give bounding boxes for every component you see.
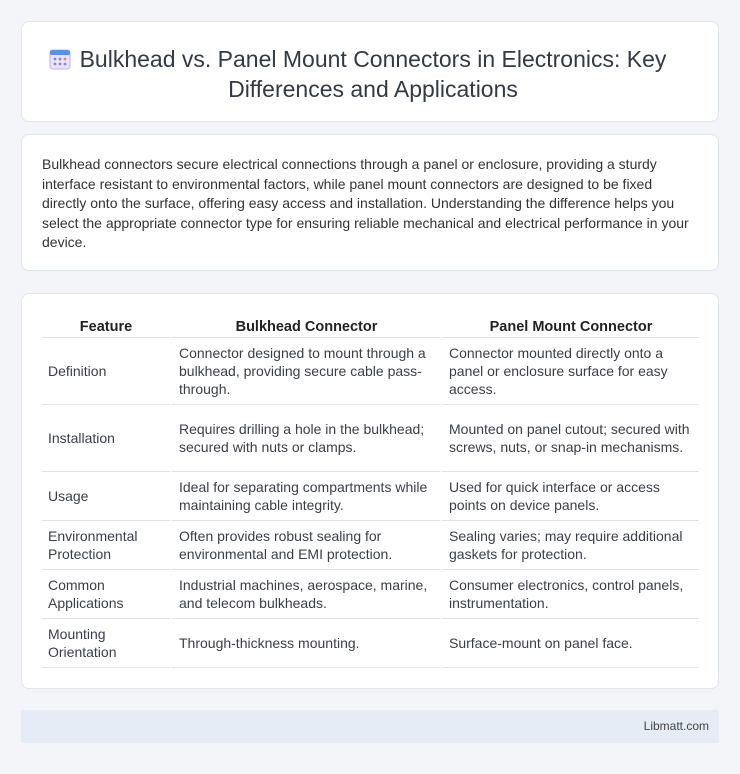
footer-bar (21, 710, 719, 743)
bulkhead-cell: Requires drilling a hole in the bulkhead; secured with nuts or clamps. (170, 405, 440, 472)
footer-brand-link[interactable]: Libmatt.com (643, 719, 709, 733)
bulkhead-cell: Connector designed to mount through a bulkhead, providing secure cable pass-through. (170, 338, 440, 405)
header-feature: Feature (42, 316, 170, 338)
intro-paragraph: Bulkhead connectors secure electrical connections through a panel or enclosure, providing a sturdy interface resistant to environmental factors, while panel mount connectors are designed to be fixed directly onto the surface, offering easy access and installation. Understanding the difference helps you select the appropriate connector type for ensuring reliable mechanical and electrical performance in your device. (42, 156, 689, 250)
feature-cell: Environmental Protection (42, 521, 170, 570)
feature-cell: Common Applications (42, 570, 170, 619)
bulkhead-cell: Ideal for separating compartments while maintaining cable integrity. (170, 472, 440, 521)
page-title: Bulkhead vs. Panel Mount Connectors in Electronics: Key Differences and Applications (79, 46, 667, 102)
feature-cell: Installation (42, 405, 170, 472)
title-card (21, 21, 719, 122)
table-row (42, 570, 699, 619)
comparison-card (21, 293, 719, 689)
comparison-table (42, 316, 699, 668)
header-panel-mount: Panel Mount Connector (440, 316, 699, 338)
table-header-row (42, 316, 699, 338)
panel-mount-cell: Surface-mount on panel face. (440, 619, 699, 668)
bulkhead-cell: Industrial machines, aerospace, marine, and telecom bulkheads. (170, 570, 440, 619)
table-row (42, 521, 699, 570)
intro-card (21, 134, 719, 271)
header-bulkhead: Bulkhead Connector (170, 316, 440, 338)
panel-mount-cell: Mounted on panel cutout; secured with screws, nuts, or snap-in mechanisms. (440, 405, 699, 472)
bulkhead-cell: Often provides robust sealing for environmental and EMI protection. (170, 521, 440, 570)
feature-cell: Usage (42, 472, 170, 521)
table-row (42, 472, 699, 521)
panel-mount-cell: Sealing varies; may require additional gaskets for protection. (440, 521, 699, 570)
table-row (42, 338, 699, 405)
panel-mount-cell: Connector mounted directly onto a panel or enclosure surface for easy access. (440, 338, 699, 405)
table-row (42, 405, 699, 472)
feature-cell: Mounting Orientation (42, 619, 170, 668)
panel-mount-cell: Used for quick interface or access points on device panels. (440, 472, 699, 521)
bulkhead-cell: Through-thickness mounting. (170, 619, 440, 668)
table-row (42, 619, 699, 668)
panel-mount-cell: Consumer electronics, control panels, instrumentation. (440, 570, 699, 619)
feature-cell: Definition (42, 338, 170, 405)
